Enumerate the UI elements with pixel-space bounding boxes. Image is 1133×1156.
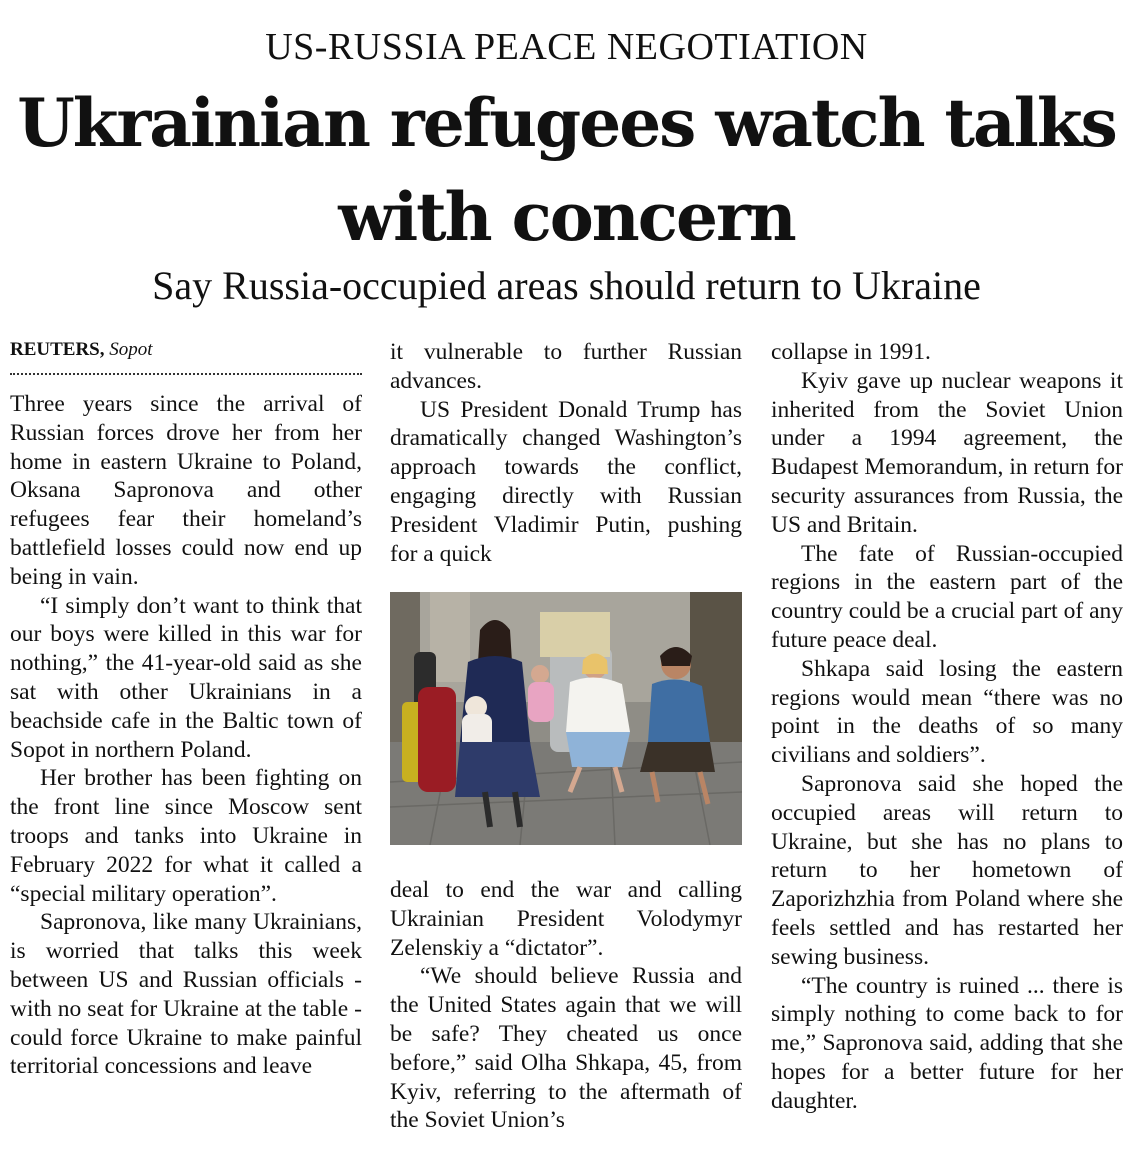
- paragraph: “I simply don’t want to think that our boys were killed in this war for nothing,” the 41-year-old said as she sat with other Ukrainians in a beachside cafe in the Baltic town of Sopot in northern Poland.: [10, 592, 362, 763]
- byline-agency: REUTERS,: [10, 339, 105, 360]
- news-photo: [390, 592, 742, 845]
- paragraph: Three years since the arrival of Russian forces drove her from her home in eastern Ukraine to Poland, Oksana Sapronova and other refugees fear their homeland’s battlefield losses could now end up being in vain.: [10, 391, 362, 590]
- paragraph: Sapronova, like many Ukrainians, is worried that talks this week between US and Russian officials - with no seat for Ukraine at the table - could force Ukraine to make painful territorial concessions and leave: [10, 909, 362, 1080]
- column-1: [10, 390, 362, 1081]
- paragraph: deal to end the war and calling Ukrainian President Volodymyr Zelenskiy a “dictator”.: [390, 877, 742, 961]
- paragraph: US President Donald Trump has dramatically changed Washington’s approach towards the conflict, engaging directly with Russian President Vladimir Putin, pushing for a quick: [390, 396, 742, 567]
- subheadline: Say Russia-occupied areas should return to Ukraine: [152, 263, 981, 308]
- paragraph: The fate of Russian-occupied regions in the eastern part of the country could be a crucial part of any future peace deal.: [771, 540, 1123, 653]
- column-2-top: [390, 338, 742, 568]
- paragraph: it vulnerable to further Russian advances.: [390, 339, 742, 394]
- column-3: [771, 338, 1123, 1116]
- paragraph: Her brother has been fighting on the front line since Moscow sent troops and tanks into Ukraine in February 2022 for what it called a “special military operation”.: [10, 765, 362, 907]
- kicker: US-RUSSIA PEACE NEGOTIATION: [265, 26, 868, 68]
- paragraph: Sapronova said she hoped the occupied areas will return to Ukraine, but she has no plans to return to her hometown of Zaporizhzhia from Poland where she feels settled and has restarted her sewing business.: [771, 770, 1123, 970]
- byline-place: Sopot: [109, 339, 153, 360]
- column-2-bottom: [390, 876, 742, 1135]
- paragraph: Kyiv gave up nuclear weapons it inherited from the Soviet Union under a 1994 agreement, the Budapest Memorandum, in return for security assurances from Russia, the US and Britain.: [771, 367, 1123, 538]
- refugees-photo-illustration: [390, 592, 742, 845]
- byline-divider: [10, 373, 362, 375]
- byline: [10, 336, 362, 364]
- paragraph: Shkapa said losing the eastern regions would mean “there was no point in the deaths of so many civilians and soldiers”.: [771, 655, 1123, 769]
- paragraph: “We should believe Russia and the United States again that we will be safe? They cheated us once before,” said Olha Shkapa, 45, from Kyiv, referring to the aftermath of the Soviet Union’s: [390, 963, 742, 1134]
- paragraph: “The country is ruined ... there is simply nothing to come back to for me,” Sapronova said, adding that she hopes for a better future for her daughter.: [771, 972, 1123, 1114]
- headline: Ukrainian refugees watch talks with concern: [17, 84, 1116, 256]
- paragraph: collapse in 1991.: [771, 339, 931, 365]
